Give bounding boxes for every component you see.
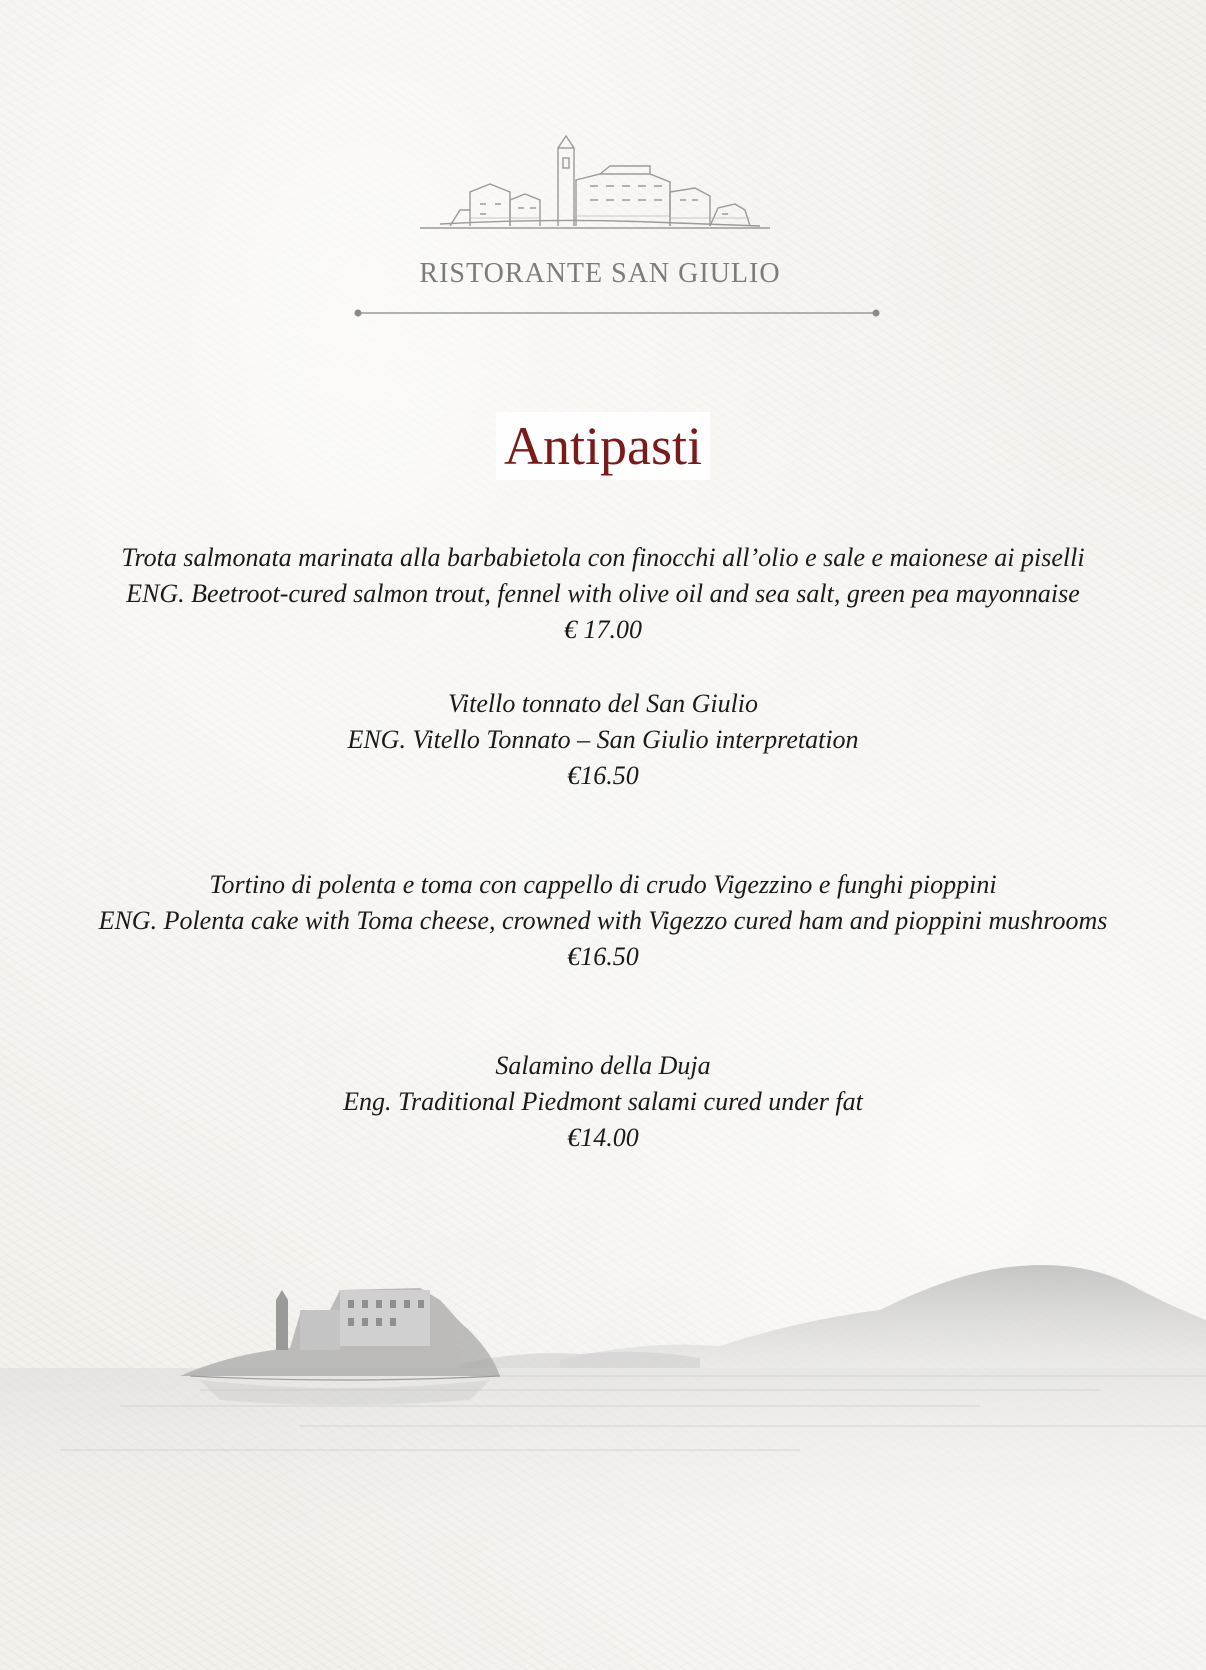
section-title — [0, 412, 1206, 480]
dish-name-en: ENG. Beetroot-cured salmon trout, fennel with olive oil and sea salt, green pea mayonnaise — [126, 579, 1080, 608]
menu-item — [0, 540, 1206, 648]
decorative-rule-icon — [352, 307, 882, 319]
brand-name: RISTORANTE SAN GIULIO — [419, 258, 781, 289]
dish-name-it: Salamino della Duja — [495, 1051, 711, 1080]
menu-item — [0, 867, 1206, 975]
menu-item — [0, 1048, 1206, 1156]
dish-name-en: Eng. Traditional Piedmont salami cured under fat — [343, 1087, 863, 1116]
dish-price: €14.00 — [567, 1123, 639, 1152]
dish-name-en: ENG. Polenta cake with Toma cheese, crowned with Vigezzo cured ham and pioppini mushrooms — [98, 906, 1108, 935]
dish-price: €16.50 — [567, 761, 639, 790]
village-skyline-icon — [350, 130, 890, 330]
island-lake-illustration — [0, 1230, 1206, 1670]
dish-price: € 17.00 — [564, 615, 642, 644]
dish-price: €16.50 — [567, 942, 639, 971]
dish-name-it: Vitello tonnato del San Giulio — [447, 689, 759, 718]
menu-item — [0, 686, 1206, 794]
dish-name-it: Tortino di polenta e toma con cappello di crudo Vigezzino e funghi pioppini — [209, 870, 997, 899]
dish-name-it: Trota salmonata marinata alla barbabietola con finocchi all’olio e sale e maionese ai piselli — [121, 543, 1085, 572]
dish-name-en: ENG. Vitello Tonnato – San Giulio interpretation — [347, 725, 859, 754]
section-title-text: Antipasti — [496, 412, 710, 480]
